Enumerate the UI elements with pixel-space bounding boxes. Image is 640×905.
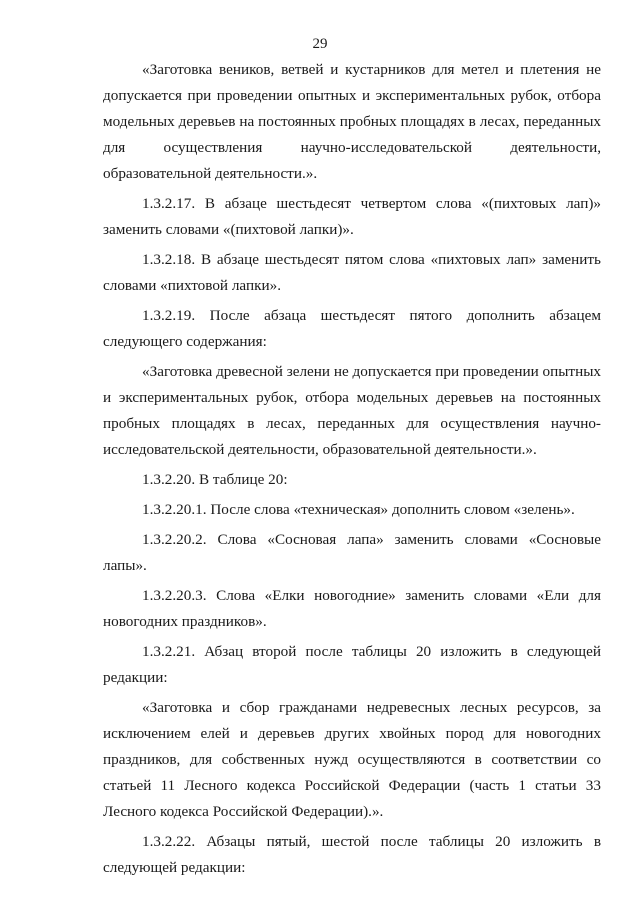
- paragraph-1-3-2-20: 1.3.2.20. В таблице 20:: [142, 471, 288, 488]
- paragraph-1-3-2-17: 1.3.2.17. В абзаце шестьдесят четвертом слова «(пихтовых лап)» заменить словами «(пихтовой лапки)».: [103, 195, 601, 238]
- paragraph-quote-greenery: «Заготовка древесной зелени не допускается при проведении опытных и экспериментальных рубок, отбора модельных деревьев на постоянных пробных площадях в лесах, переданных для осуществления научно-исследовательской деятельности, образовательной деятельности.».: [103, 363, 601, 458]
- paragraph-quote-brooms: «Заготовка веников, ветвей и кустарников для метел и плетения не допускается при проведении опытных и экспериментальных рубок, отбора модельных деревьев на постоянных пробных площадях в лесах, переданных для осуществления научно-исследовательской деятельности, образовательной деятельности.».: [103, 61, 601, 182]
- paragraph-1-3-2-22: 1.3.2.22. Абзацы пятый, шестой после таблицы 20 изложить в следующей редакции:: [103, 833, 601, 876]
- document-body: [103, 57, 601, 881]
- paragraph-1-3-2-18: 1.3.2.18. В абзаце шестьдесят пятом слова «пихтовых лап» заменить словами «пихтовой лапки».: [103, 251, 601, 294]
- paragraph-1-3-2-20-2: 1.3.2.20.2. Слова «Сосновая лапа» заменить словами «Сосновые лапы».: [103, 531, 601, 574]
- paragraph-quote-non-timber: «Заготовка и сбор гражданами недревесных лесных ресурсов, за исключением елей и деревьев других хвойных пород для новогодних праздников, для собственных нужд осуществляются в соответствии со статьей 11 Лесного кодекса Российской Федерации (часть 1 статьи 33 Лесного кодекса Российской Федерации).».: [103, 699, 601, 820]
- paragraph-1-3-2-20-1: 1.3.2.20.1. После слова «техническая» дополнить словом «зелень».: [142, 501, 575, 518]
- paragraph-1-3-2-21: 1.3.2.21. Абзац второй после таблицы 20 изложить в следующей редакции:: [103, 643, 601, 686]
- paragraph-1-3-2-19: 1.3.2.19. После абзаца шестьдесят пятого дополнить абзацем следующего содержания:: [103, 307, 601, 350]
- paragraph-1-3-2-20-3: 1.3.2.20.3. Слова «Елки новогодние» заменить словами «Ели для новогодних праздников».: [103, 587, 601, 630]
- page-number: 29: [312, 36, 328, 52]
